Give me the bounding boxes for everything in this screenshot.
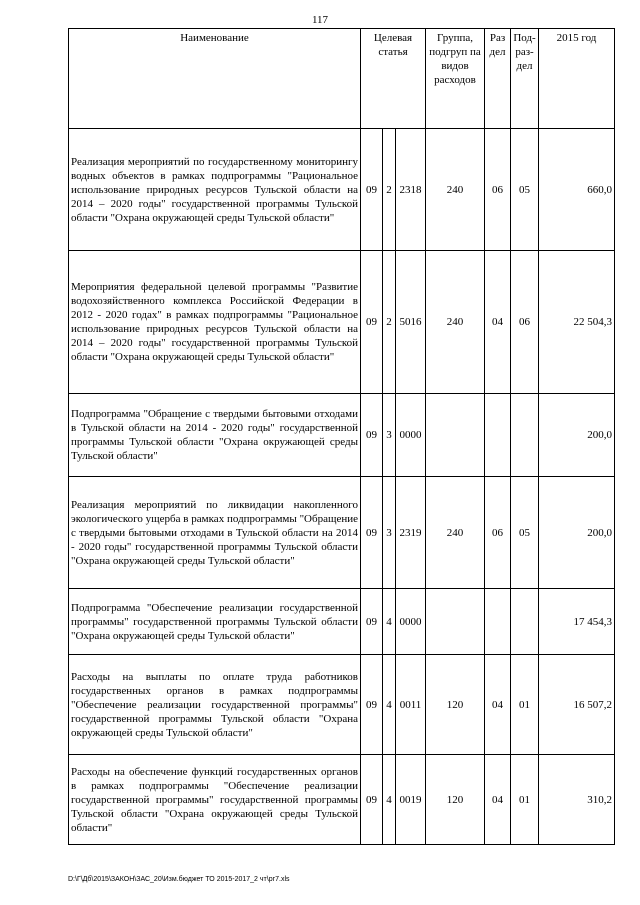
- table-row: [69, 251, 615, 394]
- row-subprogram: 4: [383, 755, 396, 845]
- row-name: Подпрограмма "Обращение с твердыми бытовыми отходами в Тульской области на 2014 - 2020 годы" государственной программы Тульской области "Охрана окружающей среды Тульской области": [69, 394, 361, 477]
- row-amount: 660,0: [539, 129, 615, 251]
- row-subprogram: 3: [383, 477, 396, 589]
- row-subsection: 05: [511, 477, 539, 589]
- row-code: 0000: [396, 394, 426, 477]
- header-name: Наименование: [69, 29, 361, 129]
- row-amount: 310,2: [539, 755, 615, 845]
- row-subprogram: 4: [383, 589, 396, 655]
- row-amount: 200,0: [539, 477, 615, 589]
- row-code: 0019: [396, 755, 426, 845]
- header-section: Раз дел: [485, 29, 511, 129]
- row-amount: 16 507,2: [539, 655, 615, 755]
- row-name: Расходы на выплаты по оплате труда работников государственных органов в рамках подпрограммы "Обеспечение реализации государственной программы" государственной программы Тульской области "Охрана окружающей среды Тульской области": [69, 655, 361, 755]
- row-group: [426, 394, 485, 477]
- row-name: Подпрограмма "Обеспечение реализации государственной программы" государственной программы Тульской области "Охрана окружающей среды Тульской области": [69, 589, 361, 655]
- header-subsection: Под- раз- дел: [511, 29, 539, 129]
- row-subsection: 01: [511, 755, 539, 845]
- page-number: 117: [311, 14, 329, 26]
- row-group: 240: [426, 251, 485, 394]
- row-subprogram: 2: [383, 129, 396, 251]
- row-program: 09: [361, 251, 383, 394]
- row-name: Реализация мероприятий по государственному мониторингу водных объектов в рамках подпрограммы "Рациональное использование природных ресурсов Тульской области на 2014 – 2020 годы" государственной программы Тульской области "Охрана окружающей среды Тульской области": [69, 129, 361, 251]
- table-row: [69, 655, 615, 755]
- table-row: [69, 589, 615, 655]
- row-section: 04: [485, 251, 511, 394]
- row-group: 240: [426, 477, 485, 589]
- row-subsection: 01: [511, 655, 539, 755]
- row-code: 0000: [396, 589, 426, 655]
- row-code: 5016: [396, 251, 426, 394]
- row-name: Расходы на обеспечение функций государственных органов в рамках подпрограммы "Обеспечение реализации государственной программы" государственной программы Тульской области "Охрана окружающей среды Тульской области": [69, 755, 361, 845]
- row-code: 2319: [396, 477, 426, 589]
- row-group: 120: [426, 755, 485, 845]
- row-program: 09: [361, 394, 383, 477]
- row-program: 09: [361, 655, 383, 755]
- row-group: 240: [426, 129, 485, 251]
- row-section: 06: [485, 129, 511, 251]
- row-group: [426, 589, 485, 655]
- row-program: 09: [361, 755, 383, 845]
- table-row: [69, 477, 615, 589]
- footer-file-path: D:\Г\Дб\2015\ЗАКОН\ЗАС_20\Изм.бюджет ТО 2015-2017_2 чт\рг7.xls: [68, 876, 290, 883]
- header-target-article: Целевая статья: [361, 29, 426, 129]
- row-group: 120: [426, 655, 485, 755]
- row-subsection: 05: [511, 129, 539, 251]
- row-program: 09: [361, 477, 383, 589]
- row-subprogram: 4: [383, 655, 396, 755]
- row-amount: 200,0: [539, 394, 615, 477]
- row-code: 2318: [396, 129, 426, 251]
- row-code: 0011: [396, 655, 426, 755]
- budget-table: [68, 28, 615, 845]
- row-name: Мероприятия федеральной целевой программы "Развитие водохозяйственного комплекса Российской Федерации в 2012 - 2020 годах" в рамках подпрограммы "Рациональное использование природных ресурсов Тульской области на 2014 – 2020 годы" государственной программы Тульской области "Охрана окружающей среды Тульской области": [69, 251, 361, 394]
- row-section: [485, 394, 511, 477]
- header-row: [69, 29, 615, 129]
- row-subsection: 06: [511, 251, 539, 394]
- header-expense-group: Группа, подгруп па видов расходов: [426, 29, 485, 129]
- row-name: Реализация мероприятий по ликвидации накопленного экологического ущерба в рамках подпрограммы "Обращение с твердыми бытовыми отходами в Тульской области на 2014 - 2020 годы" государственной программы Тульской области "Охрана окружающей среды Тульской области": [69, 477, 361, 589]
- row-program: 09: [361, 129, 383, 251]
- header-year: 2015 год: [539, 29, 615, 129]
- row-subprogram: 2: [383, 251, 396, 394]
- table-row: [69, 129, 615, 251]
- row-subsection: [511, 589, 539, 655]
- row-section: 06: [485, 477, 511, 589]
- row-section: 04: [485, 755, 511, 845]
- table-row: [69, 394, 615, 477]
- row-section: 04: [485, 655, 511, 755]
- row-program: 09: [361, 589, 383, 655]
- row-subsection: [511, 394, 539, 477]
- row-amount: 22 504,3: [539, 251, 615, 394]
- row-subprogram: 3: [383, 394, 396, 477]
- row-section: [485, 589, 511, 655]
- row-amount: 17 454,3: [539, 589, 615, 655]
- table-row: [69, 755, 615, 845]
